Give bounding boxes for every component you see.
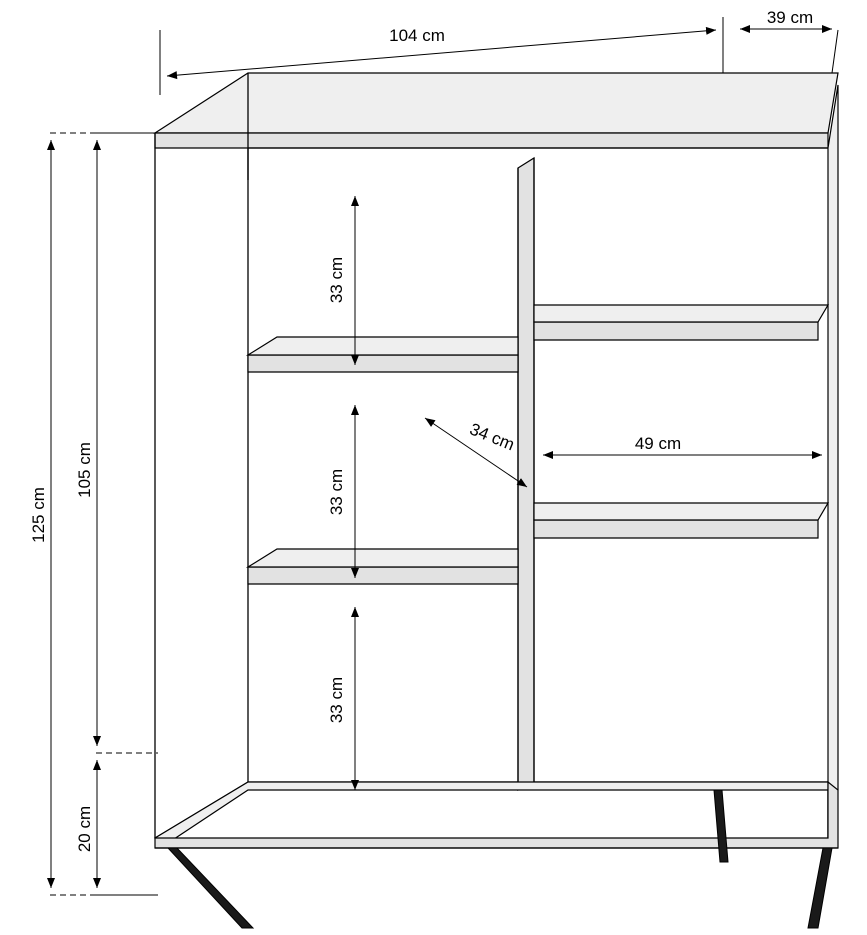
shelf-left-upper-top (248, 337, 518, 355)
shelf-right-upper-top (534, 305, 828, 322)
top-panel-front-edge (155, 133, 828, 148)
dim-leg-height-20 (75, 760, 158, 895)
leg-front-left (168, 848, 253, 928)
center-divider (518, 158, 534, 790)
dim-label-width: 104 cm (389, 26, 445, 45)
shelf-right-upper-front (534, 322, 818, 340)
right-side-panel (828, 85, 838, 838)
top-panel-face (155, 73, 838, 133)
dim-depth-39 (740, 8, 838, 73)
dim-body-height-105 (75, 133, 158, 753)
dim-label-compartment-top: 33 cm (327, 256, 346, 304)
shelf-left-upper-front (248, 355, 518, 372)
dim-label-left-width: 34 cm (467, 419, 518, 455)
dim-label-depth: 39 cm (766, 8, 814, 27)
dim-label-leg-height: 20 cm (75, 805, 94, 853)
shelf-right-lower-top (534, 503, 828, 520)
dim-label-body-height: 105 cm (75, 442, 94, 498)
dim-label-compartment-middle: 33 cm (327, 468, 346, 516)
shelf-left-lower-top (248, 549, 518, 567)
shelf-right-lower-front (534, 520, 818, 538)
left-inner-wall (155, 148, 248, 838)
leg-front-right (808, 848, 832, 928)
ext-line-depth-right (832, 30, 838, 73)
dim-label-total-height: 125 cm (29, 487, 48, 543)
dim-label-right-width: 49 cm (634, 434, 682, 453)
dim-total-height-125 (29, 133, 158, 895)
dim-label-compartment-bottom: 33 cm (327, 676, 346, 724)
shelf-left-lower-front (248, 567, 518, 584)
cabinet-body (155, 73, 838, 848)
